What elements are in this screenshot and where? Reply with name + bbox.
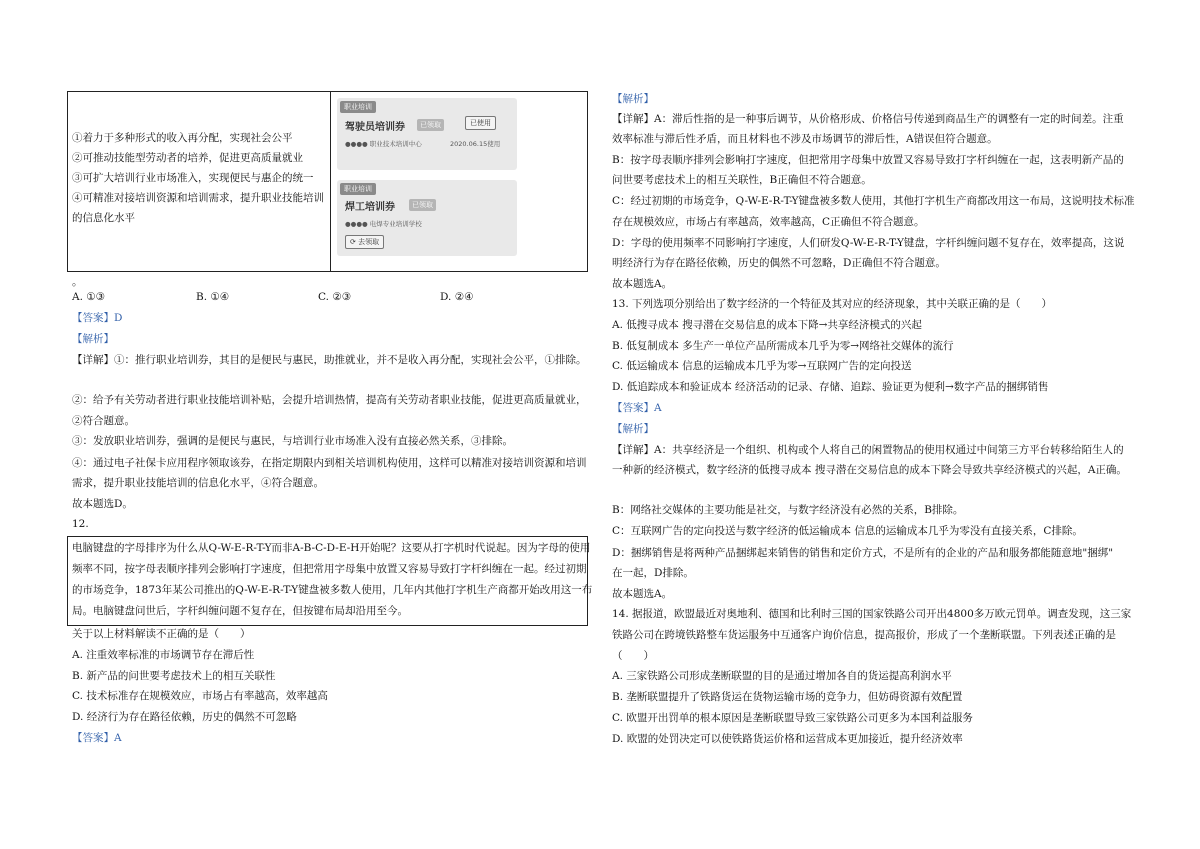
q12-option-b: B. 新产品的问世要考虑技术上的相互关联性 bbox=[72, 670, 276, 682]
q13-option-c: C. 低运输成本 信息的运输成本几乎为零→互联网广告的定向投送 bbox=[612, 360, 912, 372]
q11-answer bbox=[72, 311, 122, 325]
coupon-title: 驾驶员培训券 bbox=[345, 122, 405, 133]
coupon-claim-button[interactable] bbox=[345, 235, 384, 249]
q13-detail-7: 故本题选A。 bbox=[612, 588, 673, 600]
q11-option-b: B. ①④ bbox=[196, 291, 230, 303]
coupon-status-badge: 已领取 bbox=[417, 119, 444, 131]
coupon-tag: 职业培训 bbox=[340, 101, 376, 113]
q11-detail-3: ②符合题意。 bbox=[72, 415, 135, 427]
q12-analysis-label: 【解析】 bbox=[612, 93, 654, 105]
q14-option-d: D. 欧盟的处罚决定可以使铁路货运价格和运营成本更加接近，提升经济效率 bbox=[612, 733, 963, 745]
table-statement-4-cont: 的信息化水平 bbox=[72, 212, 135, 224]
q12-material-4: 局。电脑键盘问世后，字杆纠缠问题不复存在，但按键布局却沿用至今。 bbox=[72, 605, 408, 617]
q13-stem: 13. 下列选项分别给出了数字经济的一个特征及其对应的经济现象，其中关联正确的是（ ） bbox=[612, 298, 1053, 310]
q12-detail-9: 故本题选A。 bbox=[612, 278, 673, 290]
q11-detail-4: ③：发放职业培训券，强调的是便民与惠民，与培训行业市场准入没有直接必然关系，③排除。 bbox=[72, 435, 513, 447]
coupon-issuer: ●●●● 职业技术培训中心 bbox=[345, 140, 422, 148]
q14-stem-2: 铁路公司在跨境铁路整车货运服务中互通客户询价信息，提高报价，形成了一个垄断联盟。下列表述正确的是 bbox=[612, 629, 1116, 641]
table-statement-4: ④可精准对接培训资源和培训需求，提升职业技能培训 bbox=[72, 192, 324, 204]
q12-number: 12. bbox=[72, 518, 89, 530]
q13-detail-2: 一种新的经济模式，数字经济的低搜寻成本 搜寻潜在交易信息的成本下降会导致共享经济模式的兴起，A正确。 bbox=[612, 464, 1127, 476]
coupon-title: 焊工培训券 bbox=[345, 202, 395, 213]
coupon-used-button[interactable]: 已使用 bbox=[465, 116, 496, 130]
q12-detail-5: C：经过初期的市场竞争，Q-W-E-R-T-Y键盘被多数人使用，其他打字机生产商都改用这一布局，这说明技术标准 bbox=[612, 195, 1135, 207]
q13-detail-4: C：互联网广告的定向投送与数字经济的低运输成本 信息的运输成本几乎为零没有直接关系，C排除。 bbox=[612, 525, 1083, 537]
q14-option-c: C. 欧盟开出罚单的根本原因是垄断联盟导致三家铁路公司更多为本国利益服务 bbox=[612, 712, 973, 724]
coupon-date: 2020.06.15使用 bbox=[450, 140, 501, 148]
q12-detail-2: 效率标准与滞后性矛盾，而且材料也不涉及市场调节的滞后性，A错误但符合题意。 bbox=[612, 133, 998, 145]
q13-answer: 【答案】A bbox=[612, 402, 662, 414]
q11-analysis-label: 【解析】 bbox=[72, 333, 114, 345]
coupon-welder-training bbox=[337, 180, 517, 256]
coupon-driver-training bbox=[337, 98, 517, 170]
q12-option-a: A. 注重效率标准的市场调节存在滞后性 bbox=[72, 649, 255, 661]
q12-detail-7: D：字母的使用频率不同影响打字速度，人们研发Q-W-E-R-T-Y键盘，字杆纠缠问题不复存在，效率提高，这说 bbox=[612, 237, 1125, 249]
q13-option-a: A. 低搜寻成本 搜寻潜在交易信息的成本下降→共享经济模式的兴起 bbox=[612, 319, 922, 331]
q12-answer: 【答案】A bbox=[72, 732, 122, 744]
q12-material-3: 的市场竞争，1873年某公司推出的Q-W-E-R-T-Y键盘被多数人使用，几年内其他打字机生产商都开始改用这一布 bbox=[72, 584, 593, 596]
coupon-tag: 职业培训 bbox=[340, 183, 376, 195]
q11-detail-2: ②：给予有关劳动者进行职业技能培训补贴，会提升培训热情，提高有关劳动者职业技能，促进更高质量就业， bbox=[72, 394, 587, 406]
q12-detail-6: 存在规模效应，市场占有率越高，效率越高，C正确但不符合题意。 bbox=[612, 216, 925, 228]
q14-stem-3: （ ） bbox=[612, 650, 654, 662]
q12-material-1: 电脑键盘的字母排序为什么从Q-W-E-R-T-Y而非A-B-C-D-E-H开始呢？这要从打字机时代说起。因为字母的使用 bbox=[72, 542, 591, 554]
coupon-status-badge: 已领取 bbox=[409, 199, 436, 211]
q12-stem: 关于以上材料解读不正确的是（ ） bbox=[72, 628, 251, 640]
q13-analysis-label: 【解析】 bbox=[612, 423, 654, 435]
table-statement-3: ③可扩大培训行业市场准入，实现便民与惠企的统一 bbox=[72, 172, 314, 184]
q13-detail-1: 【详解】A：共享经济是一个组织、机构或个人将自己的闲置物品的使用权通过中间第三方平台转移给陌生人的 bbox=[612, 444, 1124, 456]
q13-detail-6: 在一起，D排除。 bbox=[612, 567, 694, 579]
q12-detail-3: B：按字母表顺序排列会影响打字速度，但把常用字母集中放置又容易导致打字杆纠缠在一起，这表明新产品的 bbox=[612, 154, 1124, 166]
q11-detail-1: 【详解】①：推行职业培训券，其目的是便民与惠民，助推就业，并不是收入再分配，实现社会公平，①排除。 bbox=[72, 354, 587, 366]
q12-option-d: D. 经济行为存在路径依赖，历史的偶然不可忽略 bbox=[72, 711, 297, 723]
q12-detail-1: 【详解】A：滞后性指的是一种事后调节，从价格形成、价格信号传递到商品生产的调整有一定的时间差。注重 bbox=[612, 113, 1124, 125]
q11-detail-6: 需求，提升职业技能培训的信息化水平，④符合题意。 bbox=[72, 477, 324, 489]
q14-option-b: B. 垄断联盟提升了铁路货运在货物运输市场的竞争力，但妨碍资源有效配置 bbox=[612, 691, 963, 703]
q14-stem-1: 14. 据报道，欧盟最近对奥地利、德国和比利时三国的国家铁路公司开出4800多万欧元罚单。调查发现，这三家 bbox=[612, 608, 1132, 620]
q14-option-a: A. 三家铁路公司形成垄断联盟的目的是通过增加各自的货运提高利润水平 bbox=[612, 670, 952, 682]
q13-option-d: D. 低追踪成本和验证成本 经济活动的记录、存储、追踪、验证更为便利→数字产品的捆绑销售 bbox=[612, 381, 1049, 393]
q11-option-d: D. ②④ bbox=[440, 291, 474, 303]
coupon-issuer: ●●●● 电焊专业培训学校 bbox=[345, 220, 422, 228]
q13-detail-5: D：捆绑销售是将两种产品捆绑起来销售的销售和定价方式，不是所有的企业的产品和服务都能随意地"捆绑" bbox=[612, 547, 1114, 559]
refresh-icon: ⟳ bbox=[350, 238, 359, 246]
q11-detail-7: 故本题选D。 bbox=[72, 498, 133, 510]
table-divider bbox=[330, 91, 331, 271]
stray-dot: 。 bbox=[72, 276, 83, 288]
q11-option-c: C. ②③ bbox=[318, 291, 352, 303]
q12-detail-8: 明经济行为存在路径依赖，历史的偶然不可忽略，D正确但不符合题意。 bbox=[612, 257, 946, 269]
q13-option-b: B. 低复制成本 多生产一单位产品所需成本几乎为零→网络社交媒体的流行 bbox=[612, 340, 954, 352]
table-statement-1: ①着力于多种形式的收入再分配，实现社会公平 bbox=[72, 132, 293, 144]
q13-detail-3: B：网络社交媒体的主要功能是社交，与数字经济没有必然的关系，B排除。 bbox=[612, 504, 964, 516]
coupon-claim-label: 去领取 bbox=[358, 238, 380, 246]
q12-detail-4: 问世要考虑技术上的相互关联性，B正确但不符合题意。 bbox=[612, 174, 872, 186]
table-statement-2: ②可推动技能型劳动者的培养，促进更高质量就业 bbox=[72, 152, 303, 164]
q12-material-2: 频率不同，按字母表顺序排列会影响打字速度，但把常用字母集中放置又容易导致打字杆纠缠在一起。经过初期 bbox=[72, 563, 587, 575]
q12-option-c: C. 技术标准存在规模效应，市场占有率越高，效率越高 bbox=[72, 690, 328, 702]
q11-answer-text: 【答案】D bbox=[72, 312, 123, 324]
q11-option-a: A. ①③ bbox=[72, 291, 106, 303]
q11-detail-5: ④：通过电子社保卡应用程序领取该券，在指定期限内到相关培训机构使用，这样可以精准对接培训资源和培训 bbox=[72, 457, 587, 469]
